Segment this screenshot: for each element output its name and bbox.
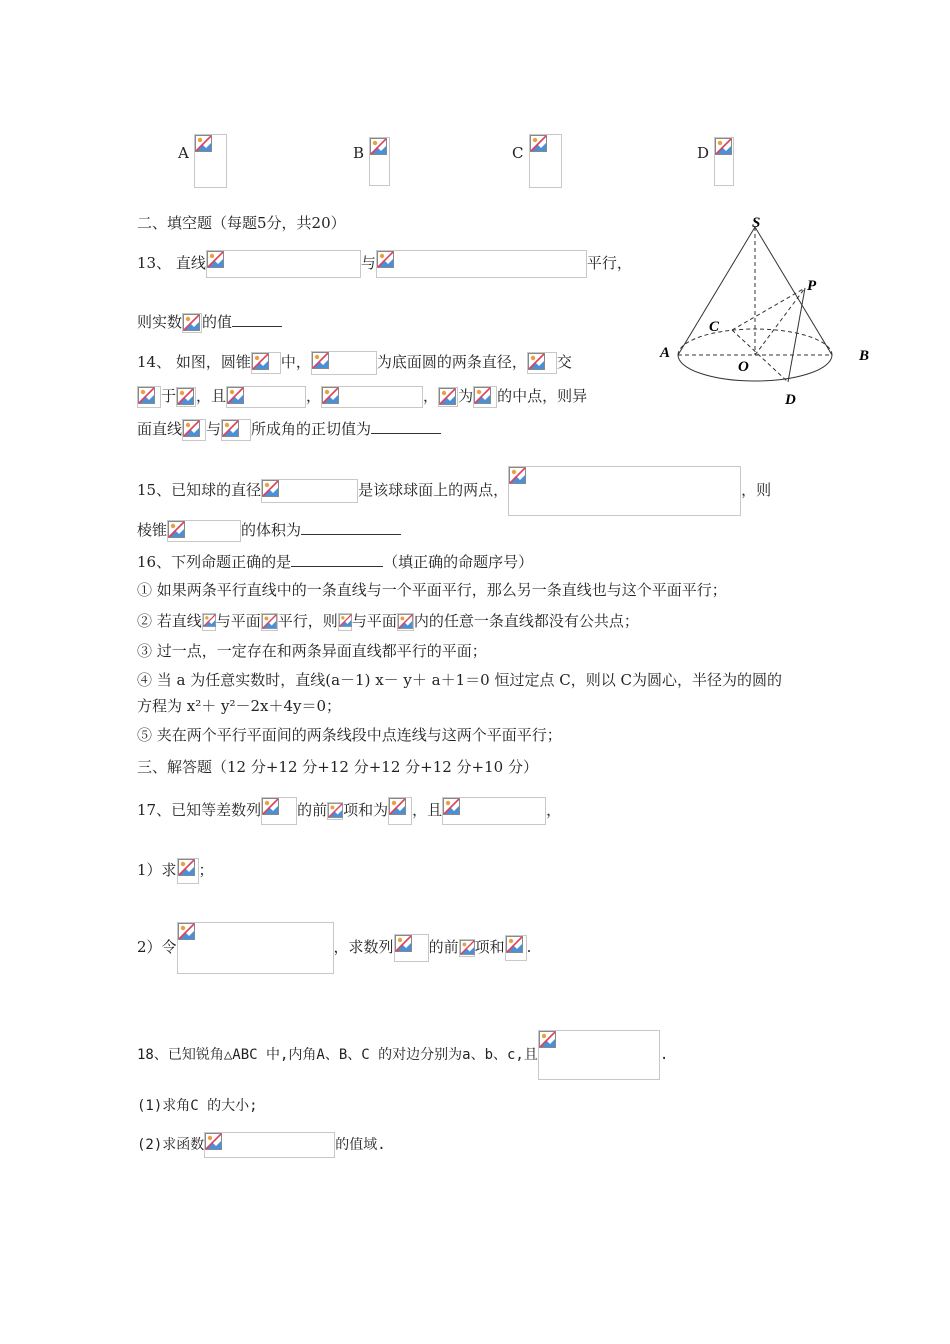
q16-statement-5 bbox=[137, 725, 562, 745]
q13-answer-blank[interactable] bbox=[232, 312, 282, 327]
q18-text-a: 18、已知锐角△ABC 中,内角A、B、C 的对边分别为a、b、c,且 bbox=[137, 1047, 538, 1063]
q15-text-1b: 是该球球面上的两点， bbox=[358, 481, 509, 499]
broken-image-icon bbox=[183, 314, 200, 331]
q13-text-d: 则实数 bbox=[137, 313, 183, 331]
q18-text-b: . bbox=[659, 1047, 669, 1063]
q18-p1-text: (1)求角C 的大小; bbox=[137, 1098, 258, 1114]
q14-img-1 bbox=[251, 352, 281, 374]
q16-s2b-text: 与平面 bbox=[215, 612, 261, 630]
broken-image-icon bbox=[443, 798, 460, 815]
q14-text-3a: 面直线 bbox=[137, 420, 183, 438]
label-b: B bbox=[859, 348, 870, 364]
q13-line1 bbox=[137, 250, 632, 278]
broken-image-icon bbox=[715, 138, 732, 155]
q17-text-d: ，且 bbox=[412, 801, 443, 819]
broken-image-icon bbox=[328, 803, 343, 818]
q14-img-3 bbox=[527, 352, 557, 374]
q14-text-2b: ，且 bbox=[196, 387, 227, 405]
q16-statement-4b bbox=[137, 696, 341, 716]
option-a-label: A bbox=[178, 144, 189, 162]
q17-img-8 bbox=[459, 939, 475, 957]
q14-line2 bbox=[137, 386, 587, 408]
q18-img-2 bbox=[204, 1132, 335, 1158]
q17-text-e: ， bbox=[546, 801, 562, 819]
q17-text-a: 17、已知等差数列 bbox=[137, 801, 262, 819]
broken-image-icon bbox=[262, 798, 279, 815]
q17-img-2 bbox=[327, 802, 343, 820]
section2-title-text: 二、填空题（每题5分，共20） bbox=[137, 214, 346, 232]
q17-p1-text: 1）求 bbox=[137, 861, 177, 879]
option-c-image bbox=[529, 134, 562, 188]
q16-s2a-text: ② 若直线 bbox=[137, 612, 202, 630]
q17-p2d-text: 项和 bbox=[474, 938, 505, 956]
broken-image-icon bbox=[177, 388, 194, 405]
q17-img-7 bbox=[394, 934, 429, 962]
q16-s4b-text: 方程为 x²＋ y²－2x＋4y＝0； bbox=[137, 697, 342, 715]
option-b-image bbox=[369, 137, 390, 186]
q15-text-1c: ，则 bbox=[741, 481, 772, 499]
q14-answer-blank[interactable] bbox=[371, 419, 441, 434]
q16-s2e-text: 内的任意一条直线都没有公共点； bbox=[413, 612, 639, 630]
q16-answer-blank[interactable] bbox=[291, 552, 383, 567]
q15-line1 bbox=[137, 466, 771, 516]
broken-image-icon bbox=[138, 387, 155, 404]
q14-img-10 bbox=[182, 419, 206, 441]
q14-text-2c: ， bbox=[306, 387, 322, 405]
option-d-label: D bbox=[697, 144, 710, 162]
broken-image-icon bbox=[178, 923, 195, 940]
q15-img-1 bbox=[261, 479, 358, 503]
q14-text-2f: 的中点，则异 bbox=[497, 387, 588, 405]
q14-img-8 bbox=[438, 387, 458, 407]
section2-title bbox=[137, 213, 346, 233]
broken-image-icon bbox=[168, 521, 185, 538]
cone-figure bbox=[650, 210, 890, 410]
q17-img-3 bbox=[388, 797, 412, 825]
broken-image-icon bbox=[509, 467, 526, 484]
label-o: O bbox=[738, 359, 749, 375]
broken-image-icon bbox=[528, 353, 545, 370]
q14-img-6 bbox=[226, 386, 306, 408]
broken-image-icon bbox=[506, 936, 523, 953]
q17-img-5 bbox=[177, 858, 199, 884]
option-b-label: B bbox=[353, 144, 365, 162]
q13-text-e: 的值 bbox=[202, 313, 233, 331]
section3-title bbox=[137, 757, 538, 777]
q17-p2c-text: 的前 bbox=[428, 938, 459, 956]
q15-line2 bbox=[137, 520, 401, 542]
q13-text-b: 与 bbox=[360, 254, 376, 272]
option-c-label: C bbox=[512, 144, 524, 162]
broken-image-icon bbox=[203, 614, 216, 627]
q16-statement-4a bbox=[137, 670, 782, 690]
option-c bbox=[512, 144, 523, 162]
q13-text-c: 平行， bbox=[586, 254, 632, 272]
q18-part1 bbox=[137, 1096, 258, 1116]
q14-line1 bbox=[137, 351, 572, 375]
q17-line1 bbox=[137, 797, 561, 825]
broken-image-icon bbox=[205, 1133, 222, 1150]
q16-s5-text: ⑤ 夹在两个平行平面间的两条线段中点连线与这两个平面平行； bbox=[137, 726, 562, 744]
broken-image-icon bbox=[398, 614, 413, 629]
broken-image-icon bbox=[339, 614, 352, 627]
q18-part2 bbox=[137, 1132, 386, 1158]
q15-text-2a: 棱锥 bbox=[137, 521, 168, 539]
broken-image-icon bbox=[370, 138, 387, 155]
option-d-image bbox=[714, 137, 734, 186]
section3-title-text: 三、解答题（12 分+12 分+12 分+12 分+12 分+10 分） bbox=[137, 758, 538, 776]
q14-img-5 bbox=[176, 387, 196, 407]
q16-s2c-text: 平行，则 bbox=[277, 612, 338, 630]
q17-img-6 bbox=[177, 922, 334, 974]
q14-text-3b: 与 bbox=[206, 420, 222, 438]
q16-img-3 bbox=[338, 613, 352, 631]
q14-text-1d: 交 bbox=[556, 353, 572, 371]
q16-s2d-text: 与平面 bbox=[351, 612, 397, 630]
q15-answer-blank[interactable] bbox=[301, 520, 401, 535]
q14-text-1c: 为底面圆的两条直径， bbox=[376, 353, 527, 371]
q15-img-2 bbox=[508, 466, 741, 516]
broken-image-icon bbox=[262, 614, 277, 629]
option-a-image bbox=[194, 134, 227, 188]
q15-img-3 bbox=[167, 520, 241, 542]
q16-statement-3 bbox=[137, 641, 487, 661]
q17-img-9 bbox=[505, 935, 527, 961]
broken-image-icon bbox=[474, 387, 491, 404]
q16-head-text: 16、下列命题正确的是 bbox=[137, 553, 292, 571]
q17-img-1 bbox=[261, 797, 297, 825]
q14-text-1b: 中， bbox=[280, 353, 311, 371]
q14-img-4 bbox=[137, 386, 161, 408]
q17-p2a-text: 2）令 bbox=[137, 938, 177, 956]
q16-statement-2 bbox=[137, 611, 639, 631]
option-d bbox=[697, 144, 709, 162]
broken-image-icon bbox=[178, 859, 195, 876]
label-p: P bbox=[807, 278, 817, 294]
q16-s1-text: ① 如果两条平行直线中的一条直线与一个平面平行，那么另一条直线也与这个平面平行； bbox=[137, 581, 727, 599]
q17-part2 bbox=[137, 922, 531, 974]
q15-text-1a: 15、已知球的直径 bbox=[137, 481, 262, 499]
q13-eq1-image bbox=[206, 250, 361, 278]
broken-image-icon bbox=[222, 420, 239, 437]
q17-p2e-text: . bbox=[526, 938, 532, 956]
broken-image-icon bbox=[195, 135, 212, 152]
q18-p2a-text: (2)求函数 bbox=[137, 1137, 205, 1153]
q13-text-a: 13、 直线 bbox=[137, 254, 206, 272]
broken-image-icon bbox=[395, 935, 412, 952]
broken-image-icon bbox=[389, 798, 406, 815]
q14-text-2a: 于 bbox=[161, 387, 177, 405]
q13-eq2-image bbox=[376, 250, 587, 278]
q16-s4a-text: ④ 当 a 为任意实数时，直线(a－1) x－ y＋ a＋1＝0 恒过定点 C，则以 C为圆心，半径为的圆的 bbox=[137, 671, 782, 689]
q14-text-2d: ， bbox=[423, 387, 439, 405]
q14-img-9 bbox=[473, 386, 497, 408]
q16-s3-text: ③ 过一点，一定存在和两条异面直线都平行的平面； bbox=[137, 642, 487, 660]
option-a bbox=[178, 144, 189, 162]
q17-img-4 bbox=[442, 797, 546, 825]
broken-image-icon bbox=[377, 251, 394, 268]
broken-image-icon bbox=[227, 387, 244, 404]
label-a: A bbox=[660, 345, 671, 361]
q13-var-image bbox=[182, 313, 202, 333]
q18-img-1 bbox=[538, 1030, 660, 1080]
q17-text-b: 的前 bbox=[297, 801, 328, 819]
q16-img-2 bbox=[261, 613, 278, 631]
q13-line2 bbox=[137, 312, 282, 333]
q14-text-3c: 所成角的正切值为 bbox=[251, 420, 372, 438]
q14-line3 bbox=[137, 419, 441, 441]
label-d: D bbox=[785, 392, 796, 408]
q17-text-c: 项和为 bbox=[343, 801, 389, 819]
broken-image-icon bbox=[252, 353, 269, 370]
label-s: S bbox=[752, 215, 761, 231]
broken-image-icon bbox=[460, 940, 475, 955]
q15-text-2b: 的体积为 bbox=[241, 521, 302, 539]
q17-part1 bbox=[137, 858, 214, 884]
option-b bbox=[353, 144, 364, 162]
q14-text-1a: 14、 如图，圆锥 bbox=[137, 353, 251, 371]
q16-statement-1 bbox=[137, 580, 727, 600]
q18-line1 bbox=[137, 1030, 668, 1080]
broken-image-icon bbox=[183, 420, 200, 437]
q17-p2b-text: ，求数列 bbox=[333, 938, 394, 956]
q16-head bbox=[137, 552, 533, 572]
broken-image-icon bbox=[539, 1031, 556, 1048]
q14-text-2e: 为 bbox=[458, 387, 474, 405]
q14-img-11 bbox=[221, 419, 251, 441]
broken-image-icon bbox=[530, 135, 547, 152]
q17-p1-end: ； bbox=[198, 861, 214, 879]
broken-image-icon bbox=[322, 387, 339, 404]
q18-p2b-text: 的值域. bbox=[335, 1137, 386, 1153]
q16-img-1 bbox=[202, 613, 216, 631]
q16-img-4 bbox=[397, 613, 414, 631]
broken-image-icon bbox=[439, 388, 456, 405]
q14-img-7 bbox=[321, 386, 423, 408]
broken-image-icon bbox=[207, 251, 224, 268]
broken-image-icon bbox=[312, 352, 329, 369]
q16-head-tail: （填正确的命题序号） bbox=[383, 553, 534, 571]
label-c: C bbox=[709, 319, 720, 335]
q14-img-2 bbox=[311, 351, 377, 375]
broken-image-icon bbox=[262, 480, 279, 497]
